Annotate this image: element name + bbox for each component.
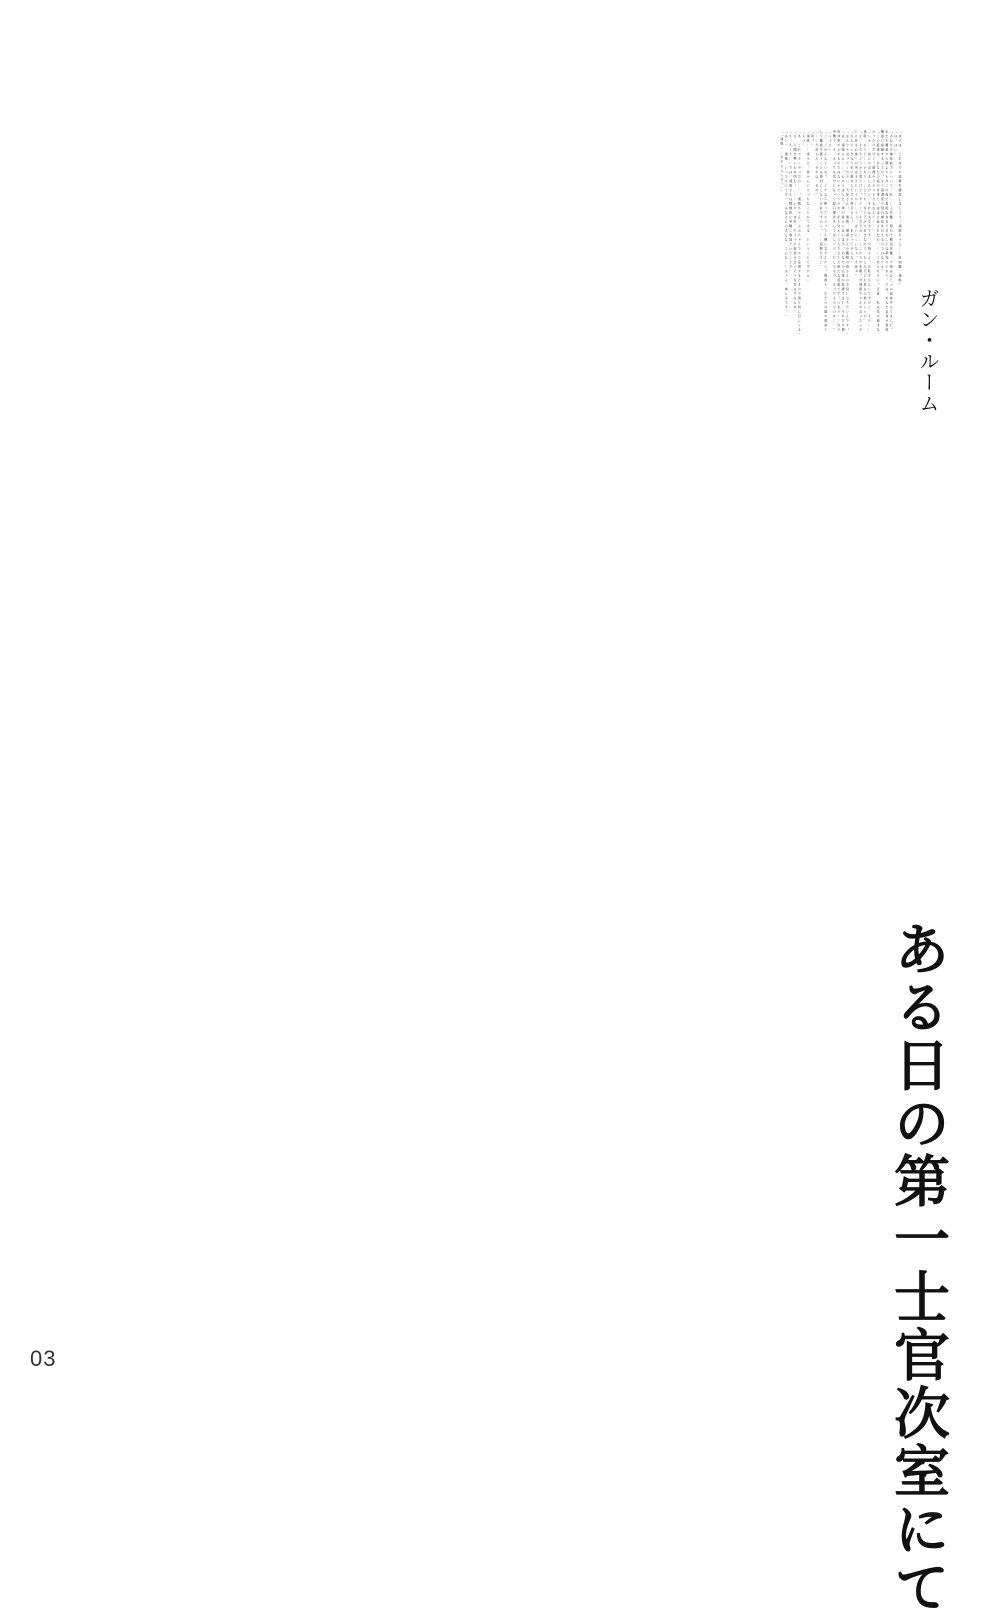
dialogue-line: 「……大淀さん。それは、あの」 <box>814 130 819 198</box>
dialogue-line: かったのだけど。無理やりキスさせるなんて……」 <box>871 130 876 234</box>
title-ruby: ガン・ルーム <box>916 288 940 414</box>
chapter-title: ある日の第一士官次室にて <box>885 920 951 1616</box>
dialogue-line: 「ひ、人聞き悪いわね明石！ ……いや、まあ、ちょっと波長が合いそうな気はするわね」 <box>793 130 797 315</box>
dialogue-line: 給効率が上がるのではないかというのが、私も交えて三人で立てた新たな仮説です。つまり……次の <box>836 130 841 333</box>
dialogue-line: 「はい！ 速吸、いつでもどうぞ！ みなさんのあんな、こんな……はぁん、楽しみです！」 <box>784 130 789 319</box>
dialogue-line: 「あなたの補給能力について、私……工作艦・明石と軽巡洋艦・夕張はひとつの仮説を立てました。 <box>889 130 894 333</box>
dialogue-line: 「なんでも言ってください、大淀さん！ 速吸、提督さんや艦隊の皆さんのお役に立ちたいんです！」 <box>845 130 850 337</box>
dialogue-line: して艦娘を扱うことは絶対にしない方針ですから。……変態だけど」 <box>819 130 824 270</box>
dialogue-line: 「何？」 <box>810 130 815 148</box>
dialogue-line: 実験で、え、えっちな気分になって経口補給をしてほしいの。むしろその、えっちそのものを……」 <box>832 130 837 333</box>
dialogue-line: 「は、速吸さん……。わかりました。単刀直入に言います。あなたの心身が高揚すると、それだけ補 <box>841 130 846 333</box>
dialogue-line: 「「速吸……おそろしい子！」」 <box>779 130 784 195</box>
dialogue-line: 私たち艦娘が人間よりも多くの面で霊的な存在であることは承知のとおり。では、あなた自身が直接 <box>884 130 889 333</box>
dialogue-line: 速吸、わりと……かなり……とても、女の子が大好きなので。むしろ天にも昇る心地というか」 <box>863 130 867 324</box>
page-number: 03 <box>30 1346 57 1371</box>
dialogue-line: 「いえ……前にも言いましたけど、それは大丈夫です、夕張さん。お恥ずかしいですけど、その…… <box>867 130 872 333</box>
dialogue-line: 「え、えーと……では、速吸さんは積極的に実験に参加ということで」 <box>788 130 793 274</box>
dialogue-line: 「なんでいきなり私に振るんですか明石さん！ 私だってそんな」 <box>849 130 854 265</box>
dialogue-line: 「あ、これアカンやつだわ……。速吸ちゃん、さみちゃんでエロ妄想するときの夕張と同じ目してる」 <box>797 130 802 337</box>
dialogue-line: 「この仮説は、あなたの協力を得て、ほぼ立証されたわ。……ごめんなさい。正直、私は気が進まな <box>876 130 881 333</box>
dialogue-body <box>780 130 903 1360</box>
dialogue-line: 「は、はい」 <box>893 130 898 157</box>
dialogue-line: 「速吸……堂々と、皆さんにえっちなことができる、ということですか⁉」 <box>806 130 811 284</box>
dialogue-line: にも昇る心地』が実はキモというか……うぅ、言いにくいなぁ。大淀ぉ」 <box>854 130 859 279</box>
dialogue-line: 「ふぇ⁉」 <box>828 130 832 154</box>
dialogue-line: 「ご、ごめんなさいね？ イヤなら断ってもらっても構いませんから。提督も、ただの兵器や道具と <box>823 130 828 333</box>
dialogue-line: 「まずは、これまでの経緯を確認しましょう。速吸ちゃん……給油艦・速吸」 <box>898 130 902 288</box>
dialogue-line: 「そ、それもどうかと思うけど。オホン。それでね……ここからが本題。今速吸ちゃんが言った『天 <box>858 130 863 333</box>
dialogue-line: 艦娘に接触することで、より高濃度の経口補給を行えるのではないか」 <box>880 130 885 274</box>
dialogue-line: 「えっ」 <box>801 130 806 148</box>
